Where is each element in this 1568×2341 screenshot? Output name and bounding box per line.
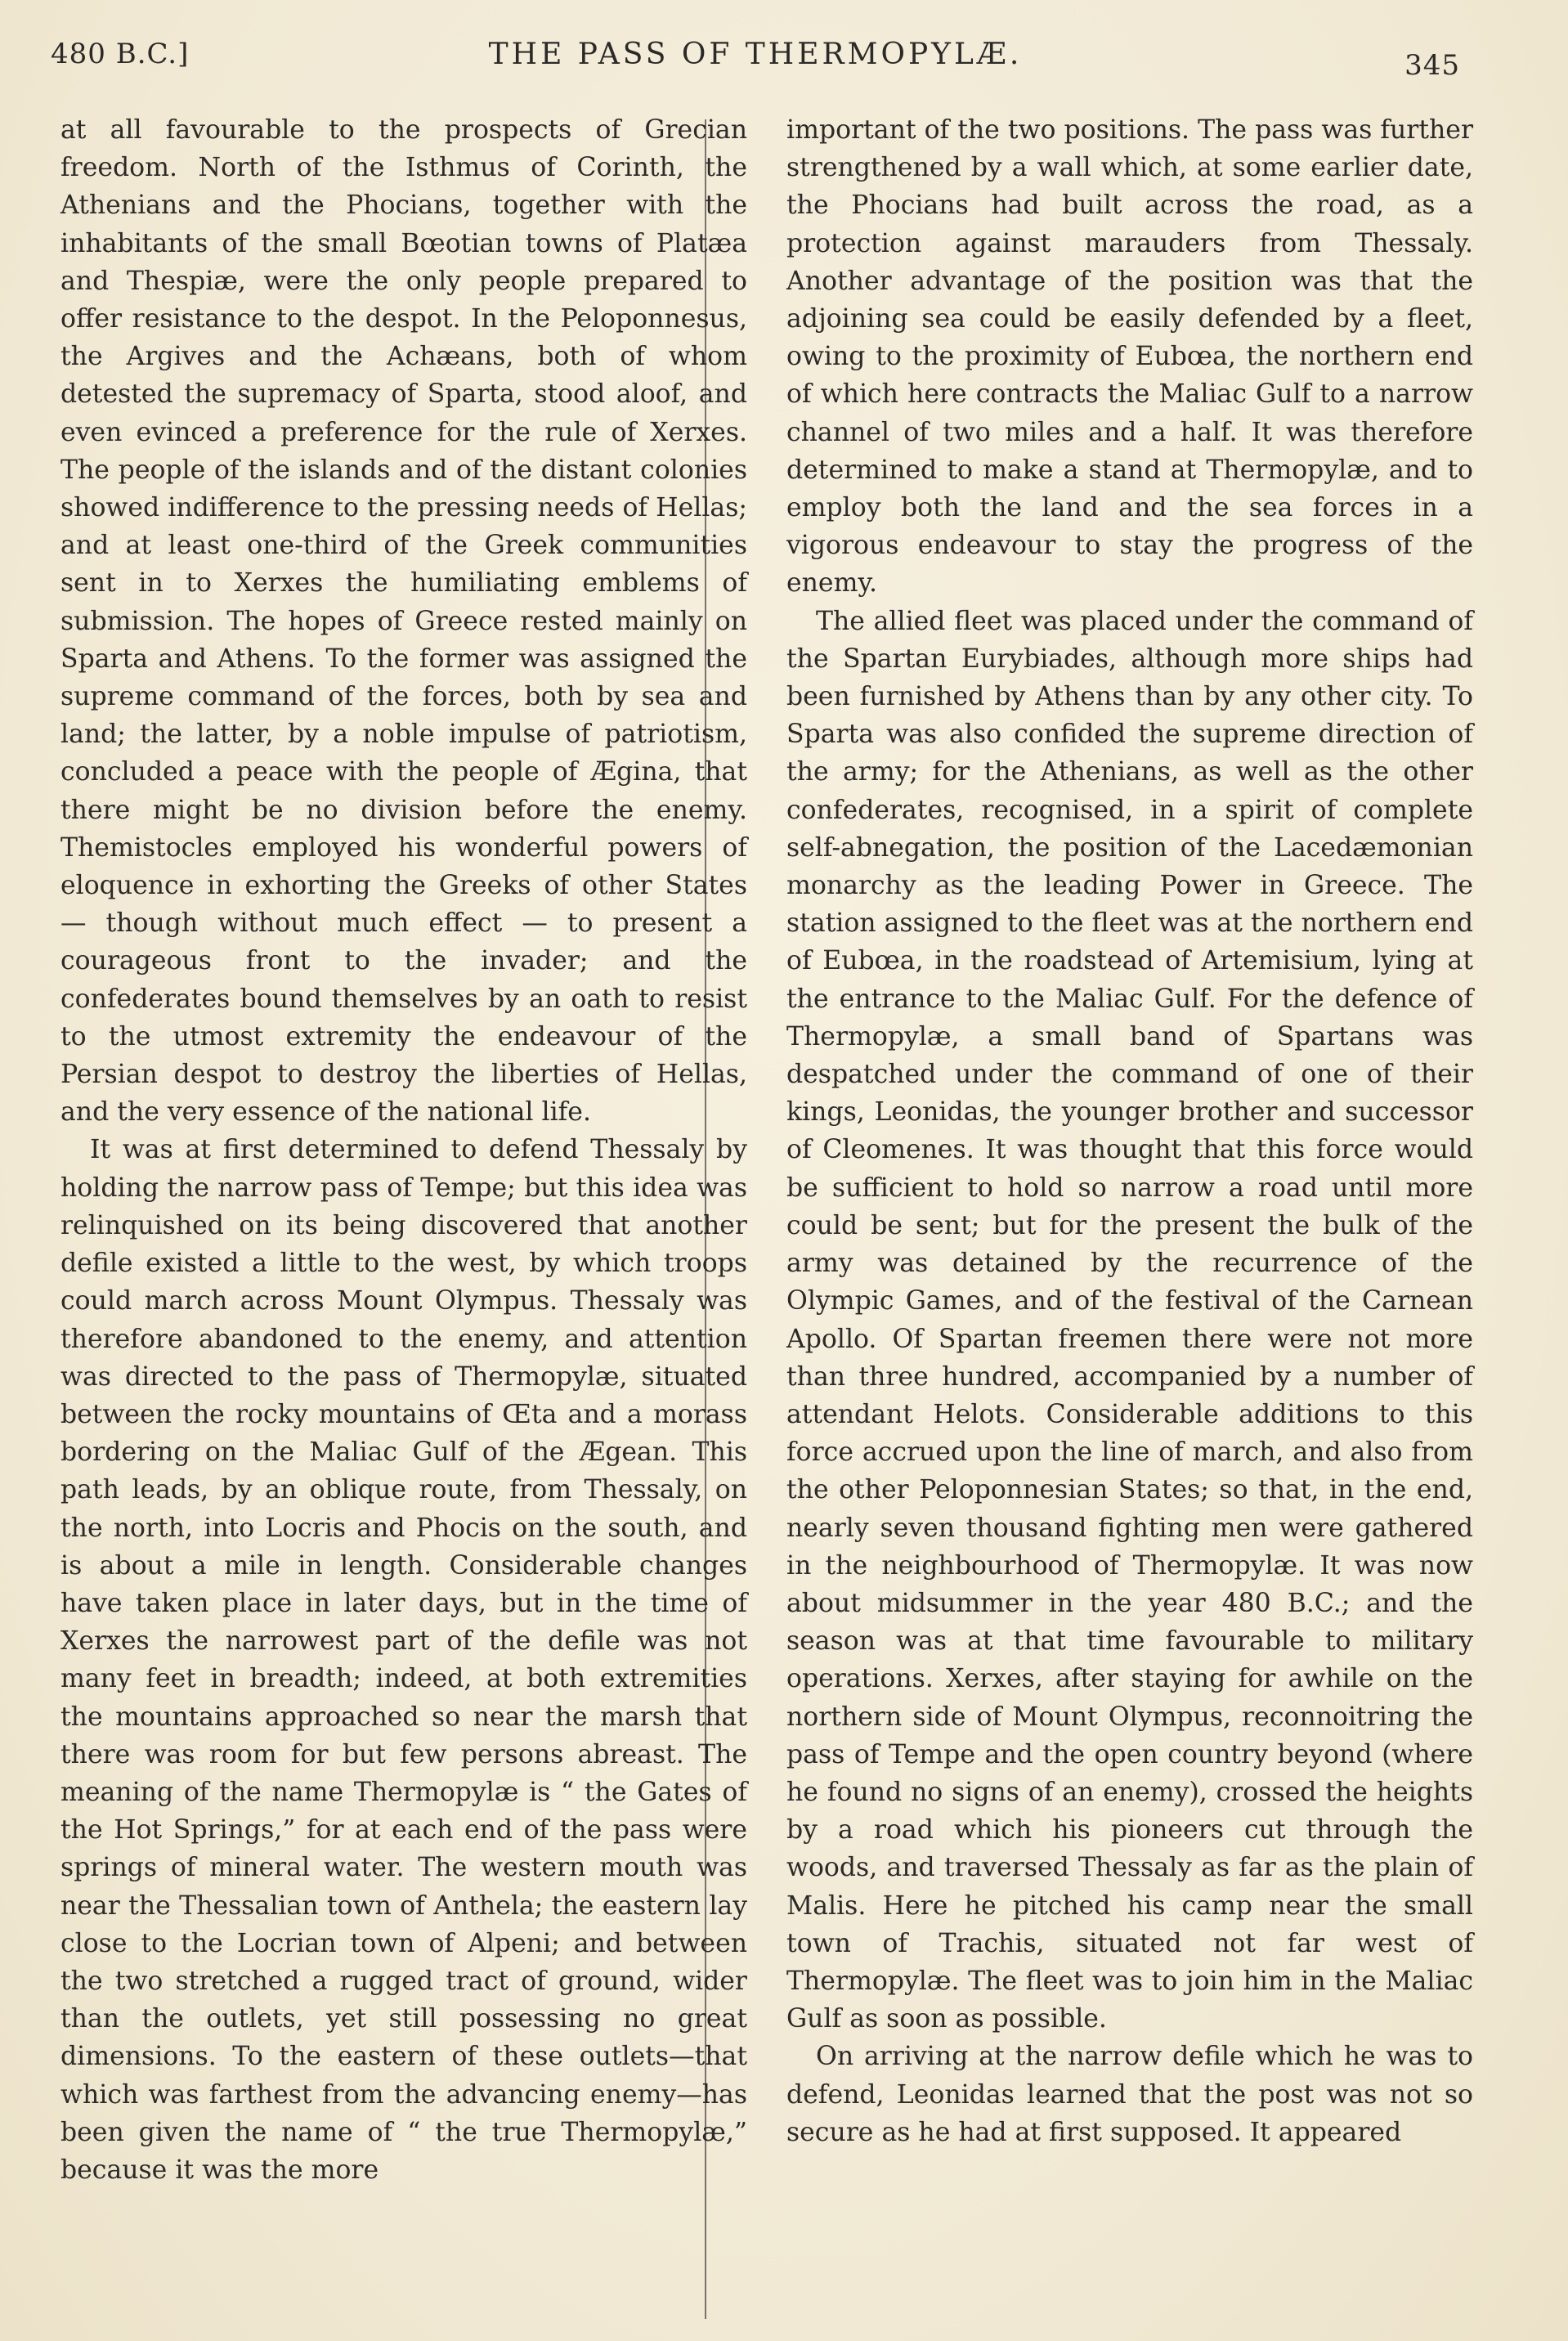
running-header (51, 34, 1460, 83)
left-column (60, 111, 747, 2189)
paragraph: at all favourable to the prospects of Grecian freedom. North of the Isthmus of Corinth, the Athenians and the Phocians, together with the inhabitants of the small Bœotian towns of Platæa and Thespiæ, were the only people prepared to offer resistance to the despot. In the Peloponnesus, the Argives and the Achæans, both of whom detested the supremacy of Sparta, stood aloof, and even evinced a preference for the rule of Xerxes. The people of the islands and of the distant colonies showed indifference to the pressing needs of Hellas; and at least one-third of the Greek communities sent in to Xerxes the humiliating emblems of submission. The hopes of Greece rested mainly on Sparta and Athens. To the former was assigned the supreme command of the forces, both by sea and land; the latter, by a noble impulse of patriotism, concluded a peace with the people of Ægina, that there might be no division before the enemy. Themistocles employed his wonderful powers of eloquence in exhorting the Greeks of other States — though without much effect — to present a courageous front to the invader; and the confederates bound themselves by an oath to resist to the utmost extremity the endeavour of the Persian despot to destroy the liberties of Hellas, and the very essence of the national life. (60, 115, 747, 1128)
text-columns (60, 111, 1480, 2311)
paragraph: The allied fleet was placed under the command of the Spartan Eurybiades, although more ships had been furnished by Athens than by any other city. To Sparta was also confided the supreme direction of the army; for the Athenians, as well as the other confederates, recognised, in a spirit of complete self-abnegation, the position of the Lacedæmonian monarchy as the leading Power in Greece. The station assigned to the fleet was at the northern end of Eubœa, in the roadstead of Artemisium, lying at the entrance to the Maliac Gulf. For the defence of Thermopylæ, a small band of Spartans was despatched under the command of one of their kings, Leonidas, the younger brother and successor of Cleomenes. It was thought that this force would be sufficient to hold so narrow a road until more could be sent; but for the present the bulk of the army was detained by the recurrence of the Olympic Games, and of the festival of the Carnean Apollo. Of Spartan freemen there were not more than three hundred, accompanied by a number of attendant Helots. Considerable additions to this force accrued upon the line of march, and also from the other Peloponnesian States; so that, in the end, nearly seven thousand fighting men were gathered in the neighbourhood of Thermopylæ. It was now about midsummer in the year 480 B.C.; and the season was at that time favourable to military operations. Xerxes, after staying for awhile on the northern side of Mount Olympus, reconnoitring the pass of Tempe and the open country beyond (where he found no signs of an enemy), crossed the heights by a road which his pioneers cut through the woods, and traversed Thessaly as far as the plain of Malis. Here he pitched his camp near the small town of Trachis, situated not far west of Thermopylæ. The fleet was to join him in the Maliac Gulf as soon as possible. (786, 606, 1473, 2034)
paragraph: important of the two positions. The pass was further strengthened by a wall which, at some earlier date, the Phocians had built across the road, as a protection against marauders from Thessaly. Another advantage of the position was that the adjoining sea could be easily defended by a fleet, owing to the proximity of Eubœa, the northern end of which here contracts the Maliac Gulf to a narrow channel of two miles and a half. It was therefore determined to make a stand at Thermopylæ, and to employ both the land and the sea forces in a vigorous endeavour to stay the progress of the enemy. (786, 115, 1473, 599)
right-column (786, 111, 1473, 2151)
page-number: 345 (1404, 49, 1460, 82)
header-date: 480 B.C.] (51, 38, 190, 70)
page-title: THE PASS OF THERMOPYLÆ. (488, 38, 1023, 71)
paragraph: On arriving at the narrow defile which he was to defend, Leonidas learned that the post was not so secure as he had at first supposed. It appeared (786, 2042, 1473, 2147)
paragraph: It was at first determined to defend Thessaly by holding the narrow pass of Tempe; but this idea was relinquished on its being discovered that another defile existed a little to the west, by which troops could march across Mount Olympus. Thessaly was therefore abandoned to the enemy, and attention was directed to the pass of Thermopylæ, situated between the rocky mountains of Œta and a morass bordering on the Maliac Gulf of the Ægean. This path leads, by an oblique route, from Thessaly, on the north, into Locris and Phocis on the south, and is about a mile in length. Considerable changes have taken place in later days, but in the time of Xerxes the narrowest part of the defile was not many feet in breadth; indeed, at both extremities the mountains approached so near the marsh that there was room for but few persons abreast. The meaning of the name Thermopylæ is “ the Gates of the Hot Springs,” for at each end of the pass were springs of mineral water. The western mouth was near the Thessalian town of Anthela; the eastern lay close to the Locrian town of Alpeni; and between the two stretched a rugged tract of ground, wider than the outlets, yet still possessing no great dimensions. To the eastern of these outlets—that which was farthest from the advancing enemy—has been given the name of “ the true Thermopylæ,” because it was the more (60, 1135, 747, 2185)
